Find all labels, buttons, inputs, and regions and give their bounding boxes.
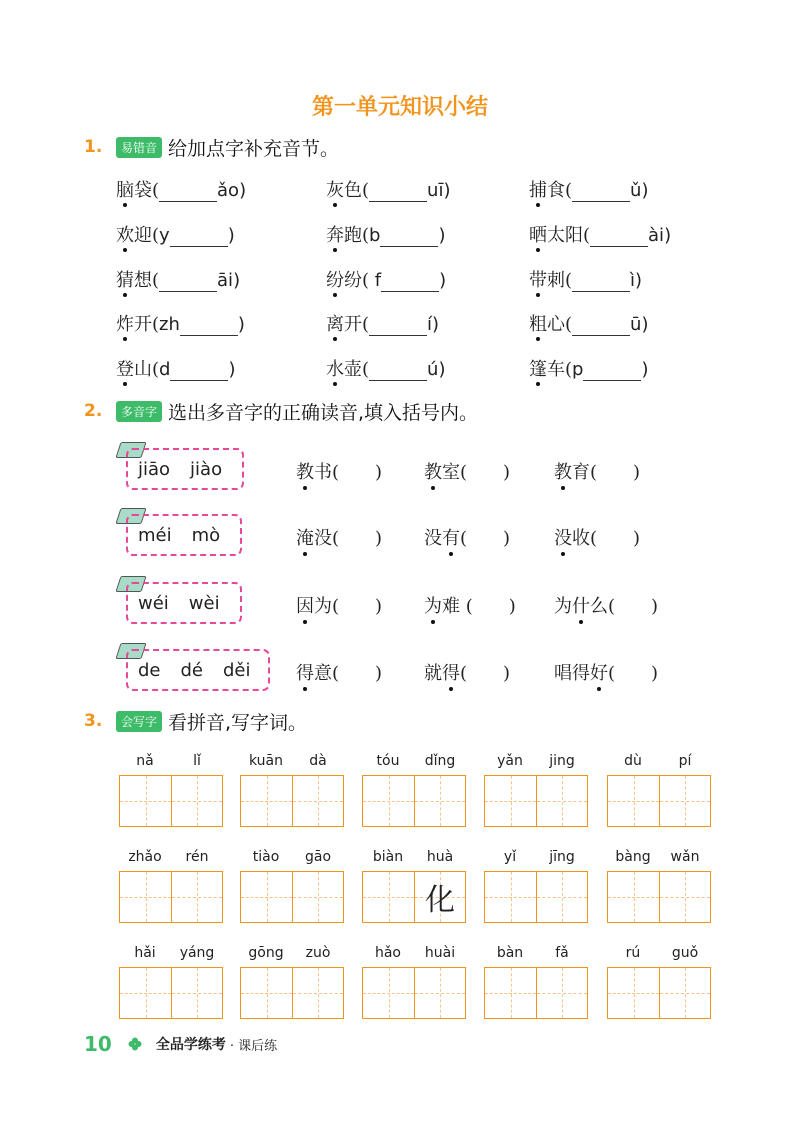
- emphasis-dot: [431, 620, 435, 624]
- pinyin-reading[interactable]: méi: [138, 524, 172, 546]
- emphasis-dot: [333, 293, 337, 297]
- writing-box[interactable]: [363, 968, 414, 1018]
- writing-box[interactable]: [536, 968, 587, 1018]
- writing-box[interactable]: [241, 776, 292, 826]
- pinyin-fill-item: [116, 176, 246, 202]
- emphasis-dot: [123, 293, 127, 297]
- pinyin-fill-item: [116, 310, 245, 336]
- writing-box[interactable]: [414, 872, 465, 922]
- tianzige-boxes: [119, 871, 223, 923]
- word: 晒太阳(: [529, 225, 591, 246]
- clover-icon: [128, 1037, 142, 1051]
- page-title: 第一单元知识小结: [311, 95, 488, 120]
- writing-box[interactable]: [292, 968, 343, 1018]
- section-tag: 多音字: [116, 401, 162, 422]
- section-title: 选出多音字的正确读音,填入括号内。: [168, 401, 479, 424]
- pinyin-syllable: dù: [624, 753, 642, 769]
- emphasis-dot: [536, 382, 540, 386]
- final-hint: ): [438, 225, 446, 246]
- pinyin-label: [240, 849, 344, 869]
- pinyin-reading[interactable]: děi: [223, 659, 251, 681]
- writing-box[interactable]: [171, 872, 222, 922]
- pinyin-fill-item: [326, 310, 439, 336]
- polyphone-item[interactable]: 得意( ): [296, 663, 383, 684]
- pinyin-fill-item: [529, 221, 671, 247]
- writing-box[interactable]: [363, 872, 414, 922]
- answer-blank[interactable]: [572, 317, 630, 336]
- final-hint: āi): [217, 270, 241, 291]
- exercise-row: [116, 310, 736, 342]
- pinyin-reading[interactable]: jiāo: [138, 458, 171, 480]
- emphasis-dot: [333, 248, 337, 252]
- pinyin-syllable: rú: [625, 945, 641, 961]
- exercise-row: [116, 266, 736, 298]
- pinyin-reading[interactable]: jiào: [190, 458, 223, 480]
- writing-box[interactable]: [659, 968, 710, 1018]
- pinyin-label: [484, 849, 588, 869]
- pinyin-reading[interactable]: dé: [180, 659, 203, 681]
- answer-blank[interactable]: [369, 183, 427, 202]
- writing-box[interactable]: [536, 776, 587, 826]
- pinyin-syllable: yǎn: [497, 753, 523, 769]
- word: 带刺(: [529, 270, 573, 291]
- pinyin-reading[interactable]: wéi: [138, 592, 169, 614]
- pinyin-label: [607, 849, 711, 869]
- writing-box[interactable]: [414, 776, 465, 826]
- section-number: 3.: [84, 711, 103, 731]
- word: 捕食(: [529, 180, 573, 201]
- word: 离开(: [326, 314, 370, 335]
- word: 奔跑(: [326, 225, 370, 246]
- polyphone-item[interactable]: 教室( ): [424, 462, 511, 483]
- pinyin-label: [119, 753, 223, 773]
- pinyin-syllable: guǒ: [671, 945, 699, 961]
- emphasis-dot: [597, 687, 601, 691]
- pinyin-reading[interactable]: de: [138, 659, 161, 681]
- tianzige-boxes: [484, 775, 588, 827]
- answer-blank[interactable]: [572, 273, 630, 292]
- section-tag: 会写字: [116, 711, 162, 732]
- writing-box[interactable]: [363, 776, 414, 826]
- emphasis-dot: [536, 337, 540, 341]
- section-2-header: [84, 398, 478, 424]
- pinyin-syllable: zhǎo: [128, 849, 162, 865]
- emphasis-dot: [123, 382, 127, 386]
- emphasis-dot: [561, 486, 565, 490]
- brand-subtitle: · 课后练: [229, 1038, 278, 1054]
- emphasis-dot: [431, 486, 435, 490]
- writing-box[interactable]: [120, 872, 171, 922]
- pinyin-syllable: bàn: [496, 945, 524, 961]
- pinyin-fill-item: [529, 176, 648, 202]
- pinyin-syllable: jīng: [549, 849, 575, 865]
- emphasis-dot: [123, 248, 127, 252]
- word: 纷纷(: [326, 270, 370, 291]
- polyphone-item[interactable]: 为难 ( ): [424, 596, 516, 617]
- initial-hint: p: [572, 359, 584, 380]
- pinyin-syllable: zuò: [305, 945, 331, 961]
- pinyin-syllable: tóu: [376, 753, 400, 769]
- emphasis-dot: [303, 486, 307, 490]
- emphasis-dot: [123, 203, 127, 207]
- reading-options-box: [126, 649, 270, 691]
- writing-box[interactable]: [608, 872, 659, 922]
- writing-box[interactable]: [659, 872, 710, 922]
- initial-hint: d: [159, 359, 171, 380]
- pinyin-syllable: pí: [678, 753, 692, 769]
- pinyin-syllable: kuān: [248, 753, 283, 769]
- final-hint: uī): [427, 180, 451, 201]
- pinyin-fill-item: [326, 176, 450, 202]
- pinyin-label: [362, 945, 466, 965]
- emphasis-dot: [449, 552, 453, 556]
- pinyin-syllable: hǎi: [134, 945, 156, 961]
- final-hint: ): [237, 314, 245, 335]
- answer-blank[interactable]: [170, 362, 228, 381]
- answer-blank[interactable]: [381, 273, 439, 292]
- pinyin-syllable: huài: [424, 945, 456, 961]
- exercise-row: [116, 221, 736, 253]
- pinyin-syllable: rén: [185, 849, 209, 865]
- tianzige-boxes: [607, 871, 711, 923]
- initial-hint: f: [369, 270, 382, 291]
- writing-box[interactable]: [536, 872, 587, 922]
- pinyin-label: [240, 945, 344, 965]
- emphasis-dot: [303, 552, 307, 556]
- answer-blank[interactable]: [369, 362, 427, 381]
- section-title: 看拼音,写字词。: [168, 711, 308, 734]
- final-hint: ): [439, 270, 447, 291]
- polyphone-item[interactable]: 没收( ): [554, 528, 641, 549]
- reading-options-box: [126, 448, 244, 490]
- pinyin-syllable: gāo: [304, 849, 332, 865]
- pinyin-fill-item: [326, 266, 446, 292]
- pinyin-syllable: bàng: [615, 849, 651, 865]
- tianzige-boxes: [607, 775, 711, 827]
- final-hint: ǔ): [630, 180, 649, 201]
- pinyin-label: [484, 945, 588, 965]
- writing-box[interactable]: [171, 776, 222, 826]
- writing-box[interactable]: [414, 968, 465, 1018]
- emphasis-dot: [333, 203, 337, 207]
- pinyin-label: [362, 849, 466, 869]
- emphasis-dot: [536, 248, 540, 252]
- pinyin-fill-item: [529, 266, 642, 292]
- writing-box[interactable]: [292, 776, 343, 826]
- pinyin-label: [119, 945, 223, 965]
- answer-blank[interactable]: [159, 183, 217, 202]
- tianzige-boxes: [484, 967, 588, 1019]
- pinyin-label: [119, 849, 223, 869]
- tianzige-boxes: [607, 967, 711, 1019]
- tianzige-boxes: [484, 871, 588, 923]
- pinyin-syllable: fǎ: [555, 945, 569, 961]
- pinyin-fill-item: [116, 221, 235, 247]
- pinyin-label: [607, 945, 711, 965]
- pinyin-syllable: gōng: [248, 945, 284, 961]
- section-tag: 易错音: [116, 137, 162, 158]
- pinyin-syllable: jing: [549, 753, 575, 769]
- pinyin-syllable: nǎ: [136, 753, 154, 769]
- pinyin-fill-item: [116, 266, 240, 292]
- polyphone-item[interactable]: 就得( ): [424, 663, 511, 684]
- section-number: 2.: [84, 401, 103, 421]
- initial-hint: zh: [159, 314, 180, 335]
- pinyin-fill-item: [326, 355, 445, 381]
- emphasis-dot: [536, 203, 540, 207]
- pinyin-label: [484, 753, 588, 773]
- section-1-header: [84, 134, 339, 160]
- polyphone-item[interactable]: 没有( ): [424, 528, 511, 549]
- written-character: 化: [425, 883, 455, 918]
- writing-box[interactable]: [485, 776, 536, 826]
- exercise-row: [116, 176, 736, 208]
- tianzige-boxes: [119, 967, 223, 1019]
- pinyin-syllable: dà: [309, 753, 327, 769]
- word: 脑袋(: [116, 180, 160, 201]
- pinyin-label: [362, 753, 466, 773]
- section-title: 给加点字补充音节。: [168, 137, 340, 160]
- pinyin-reading[interactable]: mò: [191, 524, 221, 546]
- answer-blank[interactable]: [590, 228, 648, 247]
- word: 篷车(: [529, 359, 573, 380]
- emphasis-dot: [561, 552, 565, 556]
- word: 水壶(: [326, 359, 370, 380]
- word: 粗心(: [529, 314, 573, 335]
- final-hint: ): [641, 359, 649, 380]
- final-hint: ū): [630, 314, 649, 335]
- polyphone-item[interactable]: 因为( ): [296, 596, 383, 617]
- pinyin-syllable: dǐng: [424, 753, 456, 769]
- pinyin-syllable: yáng: [179, 945, 215, 961]
- polyphone-item[interactable]: 淹没( ): [296, 528, 383, 549]
- emphasis-dot: [333, 382, 337, 386]
- writing-box[interactable]: [659, 776, 710, 826]
- final-hint: ǎo): [217, 180, 247, 201]
- pinyin-syllable: lǐ: [193, 753, 201, 769]
- tianzige-boxes: [240, 775, 344, 827]
- final-hint: ): [227, 225, 235, 246]
- final-hint: ì): [630, 270, 643, 291]
- writing-box[interactable]: [171, 968, 222, 1018]
- brand-name: 全品学练考: [155, 1037, 226, 1053]
- tianzige-boxes: [362, 775, 466, 827]
- emphasis-dot: [123, 337, 127, 341]
- answer-blank[interactable]: [170, 228, 228, 247]
- pinyin-fill-item: [529, 310, 648, 336]
- writing-box[interactable]: [120, 968, 171, 1018]
- word: 猜想(: [116, 270, 160, 291]
- tianzige-boxes: [240, 871, 344, 923]
- footer: [84, 1032, 277, 1056]
- writing-box[interactable]: [485, 872, 536, 922]
- writing-box[interactable]: [241, 872, 292, 922]
- final-hint: í): [427, 314, 440, 335]
- writing-box[interactable]: [241, 968, 292, 1018]
- answer-blank[interactable]: [583, 362, 641, 381]
- pinyin-reading[interactable]: wèi: [188, 592, 220, 614]
- tianzige-boxes: [362, 967, 466, 1019]
- writing-box[interactable]: [608, 776, 659, 826]
- pinyin-fill-item: [326, 221, 446, 247]
- writing-box[interactable]: [120, 776, 171, 826]
- answer-blank[interactable]: [159, 273, 217, 292]
- writing-box[interactable]: [485, 968, 536, 1018]
- emphasis-dot: [579, 620, 583, 624]
- pinyin-label: [240, 753, 344, 773]
- answer-blank[interactable]: [572, 183, 630, 202]
- pinyin-label: [607, 753, 711, 773]
- section-number: 1.: [84, 137, 103, 157]
- page-number: 10: [84, 1032, 112, 1056]
- emphasis-dot: [449, 687, 453, 691]
- reading-options-box: [126, 514, 242, 556]
- emphasis-dot: [333, 337, 337, 341]
- answer-blank[interactable]: [369, 317, 427, 336]
- tianzige-boxes: [240, 967, 344, 1019]
- pinyin-syllable: tiào: [252, 849, 280, 865]
- emphasis-dot: [536, 293, 540, 297]
- writing-box[interactable]: [292, 872, 343, 922]
- word: 欢迎(: [116, 225, 160, 246]
- word: 灰色(: [326, 180, 370, 201]
- exercise-row: [116, 355, 736, 387]
- emphasis-dot: [303, 687, 307, 691]
- initial-hint: b: [369, 225, 381, 246]
- pinyin-fill-item: [529, 355, 649, 381]
- answer-blank[interactable]: [180, 317, 238, 336]
- pinyin-syllable: hǎo: [374, 945, 402, 961]
- emphasis-dot: [303, 620, 307, 624]
- writing-box[interactable]: [608, 968, 659, 1018]
- polyphone-item[interactable]: 教书( ): [296, 462, 383, 483]
- polyphone-item[interactable]: 为什么( ): [554, 596, 659, 617]
- tianzige-boxes: [362, 871, 466, 923]
- final-hint: ): [228, 359, 236, 380]
- pinyin-fill-item: [116, 355, 236, 381]
- word: 登山(: [116, 359, 160, 380]
- pinyin-syllable: wǎn: [670, 849, 700, 865]
- pinyin-syllable: biàn: [372, 849, 404, 865]
- polyphone-item[interactable]: 唱得好( ): [554, 663, 659, 684]
- word: 炸开(: [116, 314, 160, 335]
- answer-blank[interactable]: [380, 228, 438, 247]
- polyphone-item[interactable]: 教育( ): [554, 462, 641, 483]
- tianzige-boxes: [119, 775, 223, 827]
- pinyin-syllable: huà: [426, 849, 454, 865]
- section-3-header: [84, 708, 307, 734]
- final-hint: ú): [427, 359, 446, 380]
- pinyin-syllable: yǐ: [503, 849, 517, 865]
- initial-hint: y: [159, 225, 170, 246]
- reading-options-box: [126, 582, 242, 624]
- final-hint: ài): [648, 225, 672, 246]
